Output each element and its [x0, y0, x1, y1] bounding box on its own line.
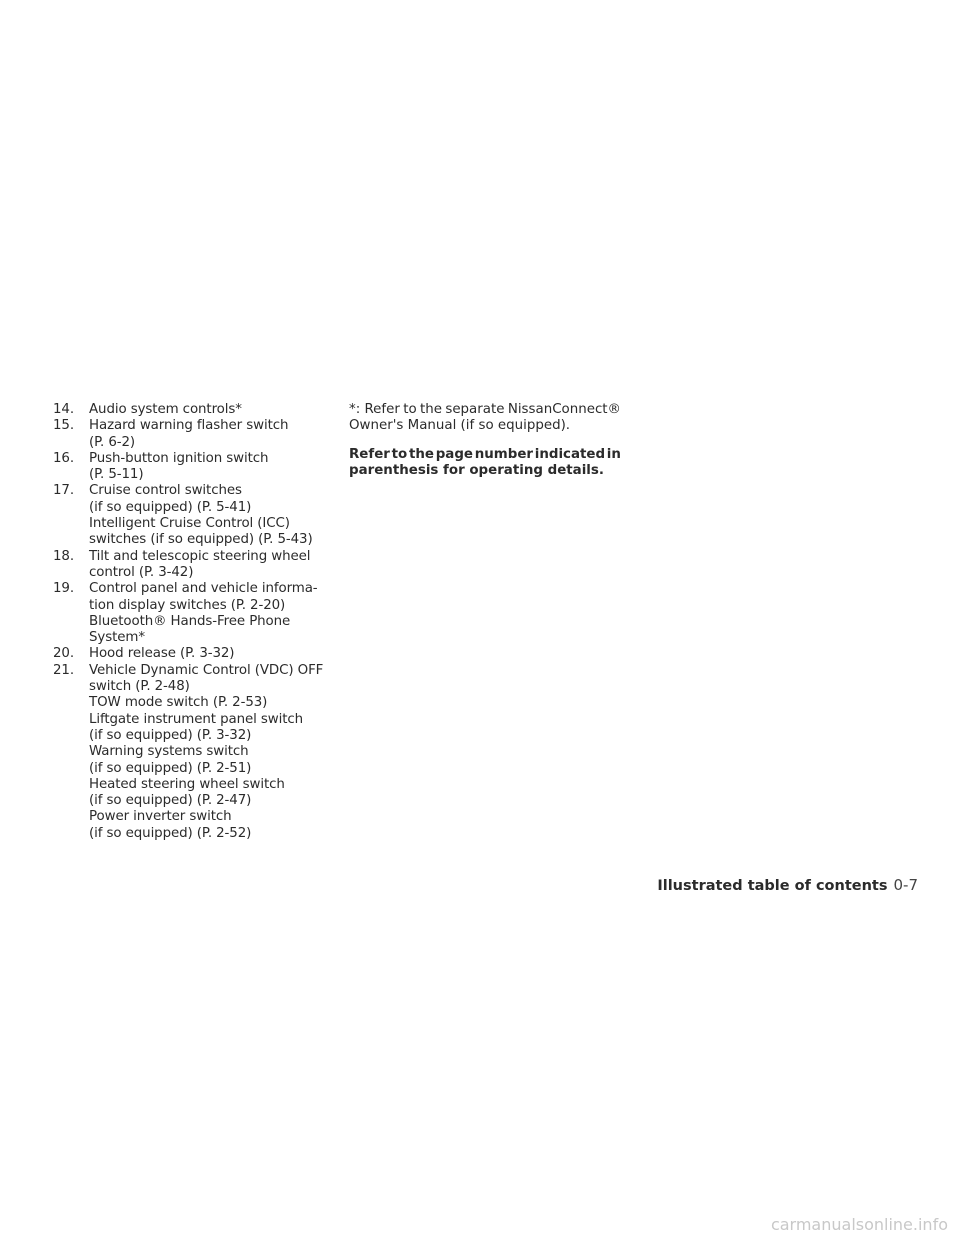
list-item-text: [89, 418, 343, 451]
list-item-line: TOW mode switch (P. 2-53): [89, 695, 268, 711]
footnote-line-2: Owner's Manual (if so equipped).: [349, 418, 571, 434]
list-item-number: 14.: [53, 402, 74, 417]
list-item-text: [89, 646, 343, 662]
list-item: [53, 418, 343, 451]
footnote-word: to: [403, 402, 417, 417]
note-line-1: [349, 447, 621, 463]
list-item-line: tion display switches (P. 2-20): [89, 597, 286, 613]
list-item-line: Tilt and telescopic steering wheel: [89, 548, 311, 564]
list-item-number: 21.: [53, 662, 74, 678]
footnote-word: *: Refer: [349, 402, 400, 417]
list-item-number: 17.: [53, 483, 74, 499]
footnote: [349, 402, 621, 435]
list-item-line: Bluetooth® Hands-Free Phone: [89, 613, 291, 629]
list-item-line: Hazard warning flasher switch: [89, 418, 289, 434]
list-item-line: Audio system controls*: [89, 402, 242, 417]
list-item-line: Cruise control switches: [89, 483, 242, 499]
right-column: [349, 402, 621, 479]
list-item-line: (P. 6-2): [89, 434, 136, 450]
section-title: Illustrated table of contents: [657, 878, 888, 894]
list-item-line: (P. 5-11): [89, 467, 144, 483]
list-item-line: Heated steering wheel switch: [89, 776, 285, 792]
list-item-line: Power inverter switch: [89, 809, 232, 825]
list-item-number: 19.: [53, 581, 74, 597]
list-item-line: Liftgate instrument panel switch: [89, 711, 304, 727]
list-item-text: [89, 549, 343, 582]
list-item-text: [89, 402, 343, 418]
footnote-word: the: [420, 402, 442, 417]
footnote-word: NissanConnect®: [507, 402, 621, 417]
page-number: 0-7: [893, 876, 918, 894]
list-item: [53, 663, 343, 842]
note-word: the: [408, 446, 434, 462]
list-item-line: Hood release (P. 3-32): [89, 646, 235, 662]
list-item-line: switch (P. 2-48): [89, 679, 190, 695]
list-item-text: [89, 581, 343, 646]
list-item-number: 20.: [53, 646, 74, 662]
note-word: number: [474, 446, 534, 462]
note-line-2: parenthesis for operating details.: [349, 462, 604, 478]
operating-note: [349, 447, 621, 480]
list-item-line: Push-button ignition switch: [89, 450, 269, 466]
list-item-line: Vehicle Dynamic Control (VDC) OFF: [89, 662, 324, 678]
list-item-line: (if so equipped) (P. 3-32): [89, 727, 252, 743]
watermark: carmanualsonline.info: [770, 1215, 948, 1234]
list-item-text: [89, 483, 343, 548]
list-item: [53, 549, 343, 582]
list-item-text: [89, 663, 343, 842]
list-item-line: System*: [89, 630, 145, 646]
list-item: [53, 581, 343, 646]
note-word: Refer: [349, 446, 390, 462]
note-word: to: [391, 446, 408, 462]
note-word: in: [606, 446, 621, 462]
list-item: [53, 451, 343, 484]
list-item-line: (if so equipped) (P. 5-41): [89, 499, 252, 515]
footnote-word: separate: [445, 402, 505, 417]
footnote-line-1: [349, 402, 621, 418]
list-item: [53, 646, 343, 662]
numbered-list: [53, 402, 343, 842]
list-item-line: Intelligent Cruise Control (ICC): [89, 516, 290, 532]
list-item-line: (if so equipped) (P. 2-47): [89, 793, 252, 809]
list-item-line: (if so equipped) (P. 2-51): [89, 760, 252, 776]
list-item-text: [89, 451, 343, 484]
list-item: [53, 483, 343, 548]
note-word: indicated: [534, 446, 606, 462]
list-item: [53, 402, 343, 418]
list-item-line: control (P. 3-42): [89, 564, 194, 580]
note-word: page: [435, 446, 473, 462]
list-item-line: (if so equipped) (P. 2-52): [89, 825, 252, 841]
list-item-number: 15.: [53, 418, 74, 434]
list-item-line: Warning systems switch: [89, 744, 249, 760]
list-item-line: switches (if so equipped) (P. 5-43): [89, 532, 313, 548]
list-item-line: Control panel and vehicle informa-: [89, 581, 318, 597]
list-item-number: 18.: [53, 548, 74, 564]
page-footer: [657, 876, 918, 894]
list-item-number: 16.: [53, 450, 74, 466]
